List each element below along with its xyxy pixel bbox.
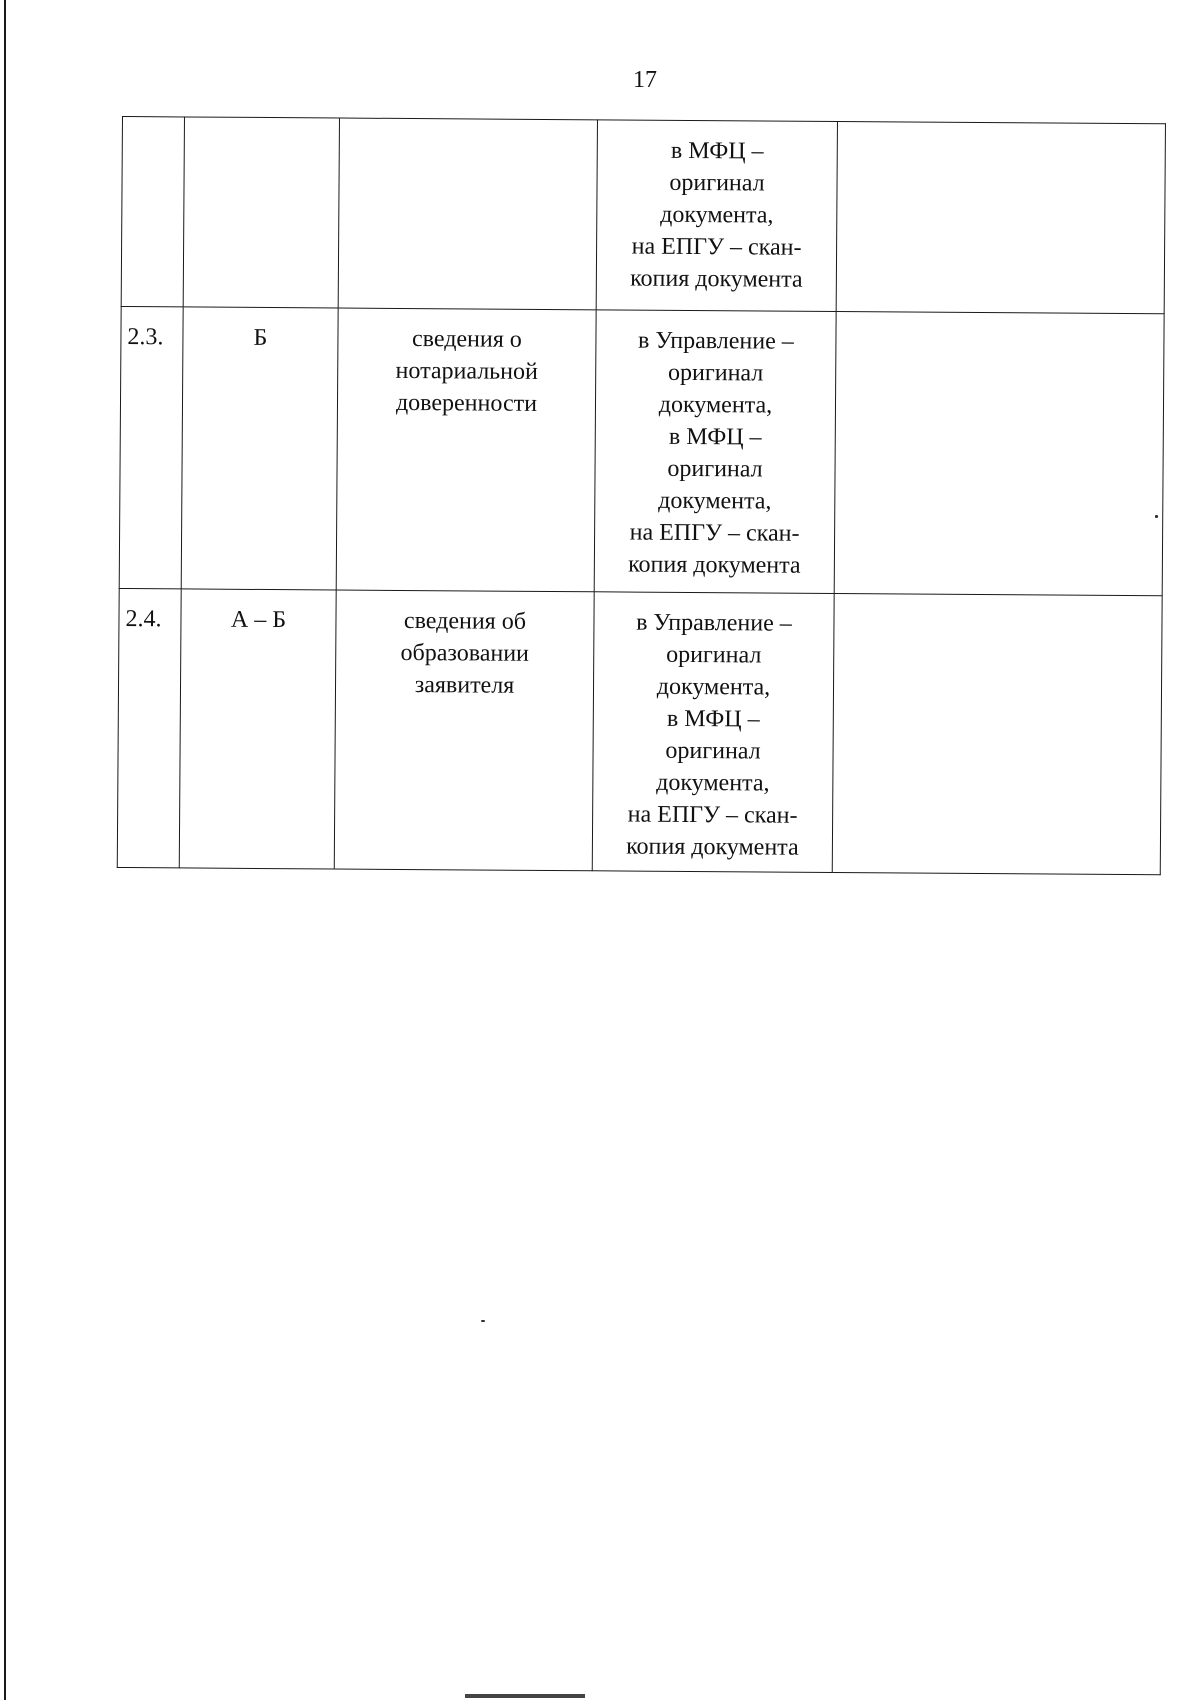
table-row <box>121 117 1165 314</box>
row-number-cell <box>119 306 183 588</box>
note <box>839 608 1158 610</box>
table-row <box>117 588 1162 874</box>
submission-cell <box>596 120 837 312</box>
description-cell <box>336 308 596 592</box>
document-table <box>117 116 1166 875</box>
submission-method: в Управление – оригинал документа, в МФЦ – оригинал документа, на ЕПГУ – скан- копия документа <box>626 609 799 861</box>
row-number-cell <box>117 588 181 867</box>
description <box>344 133 593 135</box>
scan-speck <box>1155 515 1158 518</box>
page-number: 17 <box>633 67 657 93</box>
category-code <box>189 131 335 132</box>
row-number: 2.4. <box>125 606 162 633</box>
category-code: Б <box>253 324 268 352</box>
category-code-cell <box>183 117 339 308</box>
category-code-cell <box>181 307 338 590</box>
note <box>841 326 1160 328</box>
note-cell <box>834 311 1164 595</box>
table-row <box>119 306 1164 595</box>
scan-edge-line <box>4 0 6 1700</box>
note-cell <box>836 121 1165 313</box>
description: сведения о нотариальной доверенности <box>395 326 538 417</box>
description-cell <box>338 118 597 310</box>
scan-speck <box>481 1320 485 1322</box>
submission-cell <box>592 592 834 873</box>
submission-method: в МФЦ – оригинал документа, на ЕПГУ – скан- копия документа <box>630 137 803 293</box>
scan-bottom-mark <box>465 1694 585 1698</box>
description-cell <box>334 590 594 871</box>
row-number: 2.3. <box>127 324 164 351</box>
submission-cell <box>594 310 836 594</box>
description: сведения об образовании заявителя <box>400 607 530 699</box>
submission-method: в Управление – оригинал документа, в МФЦ – оригинал документа, на ЕПГУ – скан- копия документа <box>628 327 801 579</box>
row-number-cell <box>121 117 184 307</box>
note <box>842 136 1161 138</box>
category-code: А – Б <box>230 606 287 634</box>
category-code-cell <box>179 589 336 869</box>
note-cell <box>832 593 1162 874</box>
